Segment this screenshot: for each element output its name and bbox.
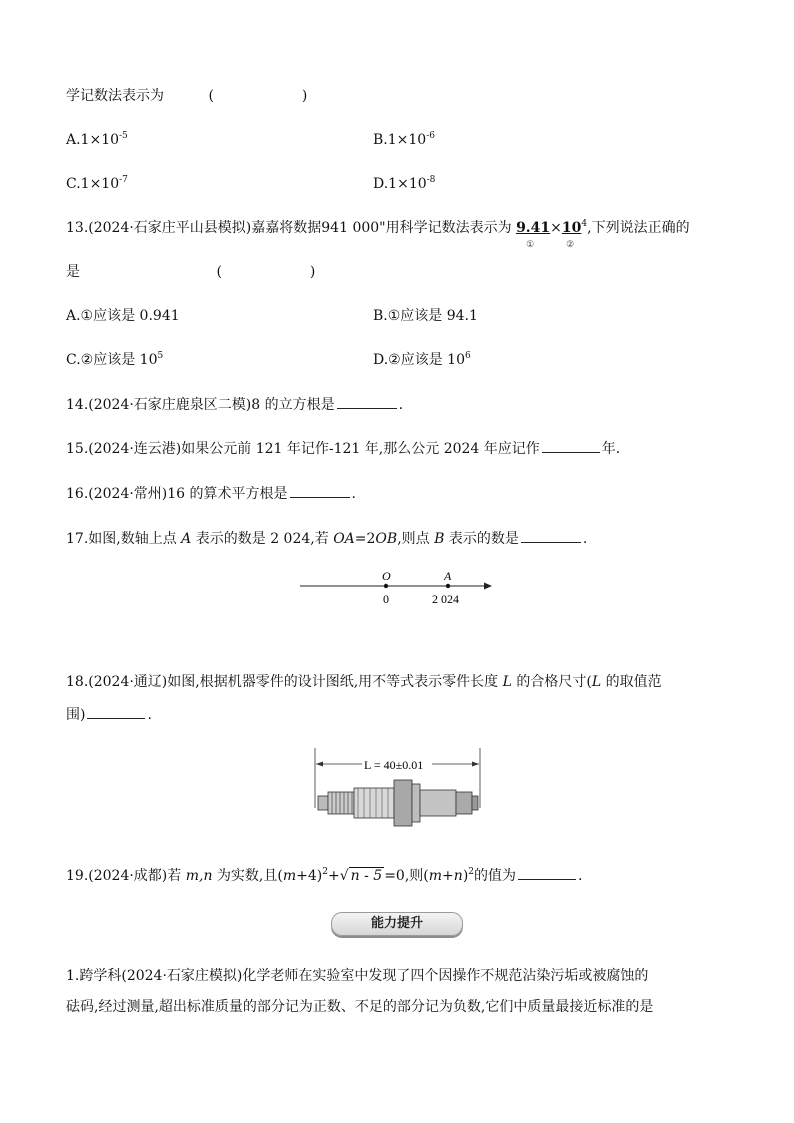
section-title-badge: 能力提升 bbox=[331, 912, 463, 936]
dimension-label: L = 40±0.01 bbox=[364, 758, 424, 772]
q18-answer-blank[interactable] bbox=[87, 704, 145, 719]
q12-option-d: $D.1\times 10^{-8}$ bbox=[373, 175, 436, 192]
q13-option-a: A.①应该是 0.941 bbox=[66, 308, 180, 324]
q18-line2: 围) . bbox=[66, 704, 152, 725]
q13-scientific-notation: 9.41 ① $\times 10^4$ ② bbox=[516, 219, 588, 250]
number-line-arrow bbox=[484, 583, 492, 590]
q13-option-b: B.①应该是 94.1 bbox=[373, 308, 478, 324]
q17: 17.如图,数轴上点 A 表示的数是 2 024,若 OA=2OB,则点 B 表示的数是 . bbox=[66, 528, 587, 549]
q12-stem-line bbox=[66, 86, 327, 106]
q14-answer-blank[interactable] bbox=[337, 394, 397, 409]
label-o: O bbox=[382, 569, 391, 583]
q12-option-b: $B.1\times 10^{-6}$ bbox=[373, 131, 435, 148]
q14: 14.(2024·石家庄鹿泉区二模)8 的立方根是 . bbox=[66, 394, 403, 415]
spark-plug-icon bbox=[318, 780, 478, 826]
p1-line1: 1.跨学科(2024·石家庄模拟)化学老师在实验室中发现了四个因操作不规范沾染污垢或被腐蚀的 bbox=[66, 968, 649, 984]
q13-stem-a: 13.(2024·石家庄平山县模拟)嘉嘉将数据941 000"用科学记数法表示为 bbox=[66, 220, 512, 236]
p1-line2: 砝码,经过测量,超出标准质量的部分记为正数、不足的部分记为负数,它们中质量最接近标准的是 bbox=[66, 999, 654, 1015]
value-a: 2 024 bbox=[432, 592, 459, 606]
q12-stem: 学记数法表示为 bbox=[66, 88, 164, 104]
q17-number-line-figure bbox=[298, 566, 498, 610]
point-o bbox=[384, 584, 388, 588]
q17-answer-blank[interactable] bbox=[521, 528, 581, 543]
q19-answer-blank[interactable] bbox=[518, 865, 576, 880]
q16-answer-blank[interactable] bbox=[290, 483, 350, 498]
q18-part-drawing bbox=[310, 748, 486, 830]
q13-stem-line bbox=[66, 218, 690, 250]
q15-answer-blank[interactable] bbox=[542, 438, 600, 453]
q16: 16.(2024·常州)16 的算术平方根是 . bbox=[66, 483, 356, 504]
q12-option-c: $C.1\times 10^{-7}$ bbox=[66, 175, 128, 192]
q13-answer-paren: ( ) bbox=[216, 264, 336, 280]
q12-answer-paren: ( ) bbox=[208, 88, 328, 104]
point-a bbox=[446, 584, 450, 588]
q15: 15.(2024·连云港)如果公元前 121 年记作-121 年,那么公元 2024 年应记作 年. bbox=[66, 438, 620, 459]
label-a: A bbox=[444, 569, 452, 583]
q19: 19.(2024·成都)若 m,n 为实数,且$(m+4)^2+√$ n - 5 =0,则$(m+n)^2$的值为 . bbox=[66, 867, 583, 884]
value-o: 0 bbox=[383, 592, 389, 606]
square-root-expression: √ n - 5 bbox=[339, 868, 383, 884]
q18-line1: 18.(2024·通辽)如图,根据机器零件的设计图纸,用不等式表示零件长度 L 的合格尺寸(L 的取值范 bbox=[66, 674, 662, 690]
q13-stem-b: ,下列说法正确的 bbox=[587, 220, 690, 236]
q12-option-a: $A.1\times 10^{-5}$ bbox=[66, 131, 128, 148]
q13-option-c: C.②应该是 $10^5$ bbox=[66, 351, 164, 368]
q13-option-d: D.②应该是 $10^6$ bbox=[373, 351, 471, 368]
q13-stem-line2: 是 ( ) bbox=[66, 264, 336, 280]
